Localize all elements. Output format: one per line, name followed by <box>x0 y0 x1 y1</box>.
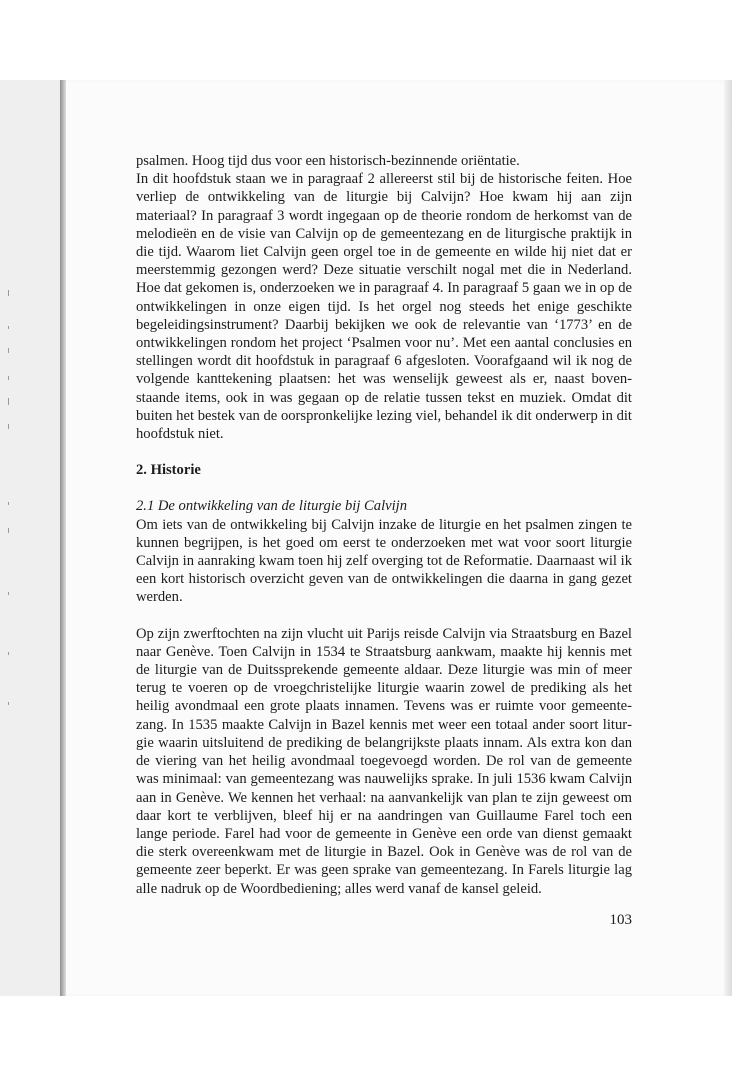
page-number: 103 <box>609 912 632 928</box>
body-paragraph: Om iets van de ontwikkeling bij Calvijn inzake de liturgie en het psalmen zingen te kunnen begrijpen, is het goed om eerst te onderzoeken met wat voor soort liturgie Calvijn in aanraking kwam toen hij zelf overging tot de Reformatie. Daarnaast wil ik een kort historisch overzicht geven van de ontwikkelingen die daarna in gang gezet werden. <box>136 516 632 606</box>
page-text <box>136 152 632 898</box>
subsection-heading: 2.1 De ontwikkeling van de liturgie bij Calvijn <box>136 498 408 515</box>
body-paragraph: Op zijn zwerftochten na zijn vlucht uit Parijs reisde Calvijn via Straatsburg en Bazel naar Genève. Toen Calvijn in 1534 te Straatsburg aankwam, maakte hij kennis met de liturgie van de Duitssprekende gemeente aldaar. Deze liturgie was min of meer terug te voeren op de vroegchristelijke liturgie waarin zowel de prediking als het heilig avondmaal een grote plaats innamen. Tevens was er ruimte voor gemeentezang. In 1535 maakte Calvijn in Bazel kennis met weer een totaal ander soort liturgie waarin uitsluitend de prediking de belangrijkste plaats innam. Als extra kon dan de viering van het heilig avondmaal toegevoegd worden. De rol van de gemeente was minimaal: van gemeentezang was nauwelijks sprake. In juli 1536 kwam Calvijn aan in Genève. We kennen het verhaal: na aanvankelijk van plan te zijn geweest om daar kort te verblijven, bleef hij er na aandringen van Guillaume Farel toch een lange periode. Farel had voor de gemeente in Genève een orde van dienst gemaakt die sterk overeenkwam met de liturgie in Bazel. Ook in Genève was de rol van de gemeente zeer beperkt. Er was geen sprake van gemeentezang. In Farels liturgie lag alle nadruk op de Woordbediening; alles werd vanaf de kansel geleid. <box>136 625 632 897</box>
facing-page-edge <box>0 80 60 996</box>
page-edge <box>724 80 732 996</box>
section-heading: 2. Historie <box>136 462 201 479</box>
intro-paragraph: In dit hoofdstuk staan we in paragraaf 2 allereerst stil bij de historische feiten. Hoe verliep de ontwikkeling van de liturgie bij Calvijn? Hoe kwam hij aan zijn materiaal? In paragraaf 3 wordt ingegaan op de theorie rondom de herkomst van de melodieën en de visie van Calvijn op de gemeentezang en de liturgische praktijk in die tijd. Waarom liet Calvijn geen orgel toe in de gemeente en wilde hij niet dat er meerstemmig gezongen werd? Deze situatie verschilt nogal met die in Nederland. Hoe dat gekomen is, onderzoeken we in paragraaf 4. In paragraaf 5 gaan we in op de ontwikkelingen in onze eigen tijd. Is het orgel nog steeds het enige geschikte begeleidingsinstrument? Daarbij bekijken we ook de relevantie van ‘1773’ en de ontwikkelingen rondom het project ‘Psalmen voor nu’. Met een aantal conclusies en stellingen wordt dit hoofdstuk in paragraaf 6 afgesloten. Voorafgaand wil ik nog de volgende kanttekening plaatsen: het was wenselijk geweest als er, naast bovenstaande items, ook in was gegaan op de relatie tussen tekst en muziek. Omdat dit buiten het bestek van de oorspronkelijke lezing viel, behandel ik dit onderwerp in dit hoofdstuk niet. <box>136 171 632 443</box>
intro-fragment: psalmen. Hoog tijd dus voor een historisch-bezinnende oriëntatie. <box>136 153 520 169</box>
